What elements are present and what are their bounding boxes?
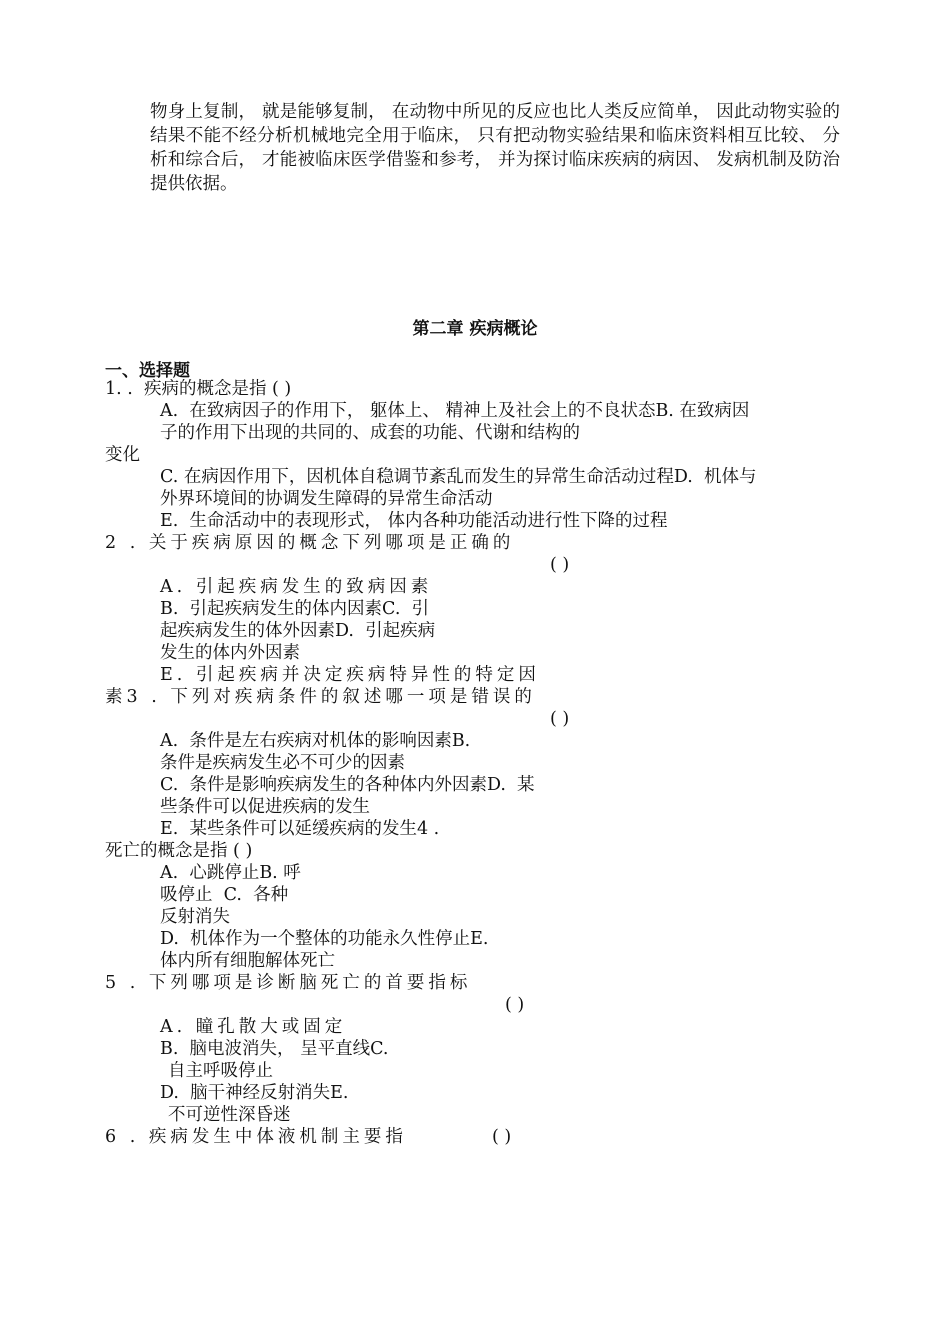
question-1-option-a-b: A. 在致病因子的作用下， 躯体上、 精神上及社会上的不良状态B. 在致病因 [160, 401, 750, 421]
question-4-option-c-cont: 反射消失 [160, 907, 230, 927]
question-3-option-b-cont: 条件是疾病发生必不可少的因素 [160, 753, 405, 773]
question-2-paren: ( ) [550, 555, 570, 575]
question-4-option-b-c: 吸停止 C. 各种 [160, 885, 289, 905]
question-3-option-a-b: A. 条件是左右疾病对机体的影响因素B. [160, 731, 471, 751]
question-2-option-d-cont: 发生的体内外因素 [160, 643, 300, 663]
question-2-option-e: E. 引起疾病并决定疾病特异性的特定因 [160, 665, 540, 685]
question-2-option-a: A. 引起疾病发生的致病因素 [160, 577, 433, 597]
question-4-option-d-e: D. 机体作为一个整体的功能永久性停止E. [160, 929, 489, 949]
question-1-option-b-end: 变化 [105, 445, 140, 465]
question-3-paren: ( ) [550, 709, 570, 729]
chapter-title: 第二章 疾病概论 [412, 319, 538, 339]
question-6-paren: ( ) [492, 1127, 512, 1147]
question-3-option-c-d: C. 条件是影响疾病发生的各种体内外因素D. 某 [160, 775, 535, 795]
question-1-option-e: E. 生命活动中的表现形式， 体内各种功能活动进行性下降的过程 [160, 511, 668, 531]
question-3: 素3 . 下列对疾病条件的叙述哪一项是错误的 [105, 687, 536, 707]
question-4-option-a-b: A. 心跳停止B. 呼 [160, 863, 301, 883]
question-5-option-d-e: D. 脑干神经反射消失E. [160, 1083, 349, 1103]
question-5-paren: ( ) [505, 995, 525, 1015]
question-5-option-c-cont: 自主呼吸停止 [168, 1061, 273, 1081]
question-2-option-c-d: 起疾病发生的体外因素D. 引起疾病 [160, 621, 436, 641]
question-4: 死亡的概念是指 ( ) [105, 841, 253, 861]
question-2-option-b-c: B. 引起疾病发生的体内因素C. 引 [160, 599, 430, 619]
section-title: 一、选择题 [105, 361, 190, 381]
question-5-option-a: A. 瞳孔散大或固定 [160, 1017, 347, 1037]
question-1-option-d-cont: 外界环境间的协调发生障碍的异常生命活动 [160, 489, 493, 509]
intro-paragraph: 物身上复制， 就是能够复制， 在动物中所见的反应也比人类反应简单， 因此动物实验的结果不能不经分析机械地完全用于临床， 只有把动物实验结果和临床资料相互比较、 分析和综合后， 才能被临床医学借鉴和参考， 并为探讨临床疾病的病因、 发病机制及防治提供依据。 [150, 102, 840, 194]
question-5-option-e-cont: 不可逆性深昏迷 [168, 1105, 291, 1125]
question-4-option-e-cont: 体内所有细胞解体死亡 [160, 951, 335, 971]
question-5-option-b-c: B. 脑电波消失， 呈平直线C. [160, 1039, 389, 1059]
question-2: 2 . 关于疾病原因的概念下列哪项是正确的 [105, 533, 515, 553]
question-3-option-e: E. 某些条件可以延缓疾病的发生4 . [160, 819, 440, 839]
question-1-option-c-d: C. 在病因作用下，因机体自稳调节紊乱而发生的异常生命活动过程D. 机体与 [160, 467, 757, 487]
question-1-option-b-cont: 子的作用下出现的共同的、成套的功能、代谢和结构的 [160, 423, 580, 443]
question-5: 5 . 下列哪项是诊断脑死亡的首要指标 [105, 973, 472, 993]
question-3-option-d-cont: 些条件可以促进疾病的发生 [160, 797, 370, 817]
question-6: 6 . 疾病发生中体液机制主要指 [105, 1127, 407, 1147]
question-1: 1. . 疾病的概念是指 ( ) [105, 379, 292, 399]
